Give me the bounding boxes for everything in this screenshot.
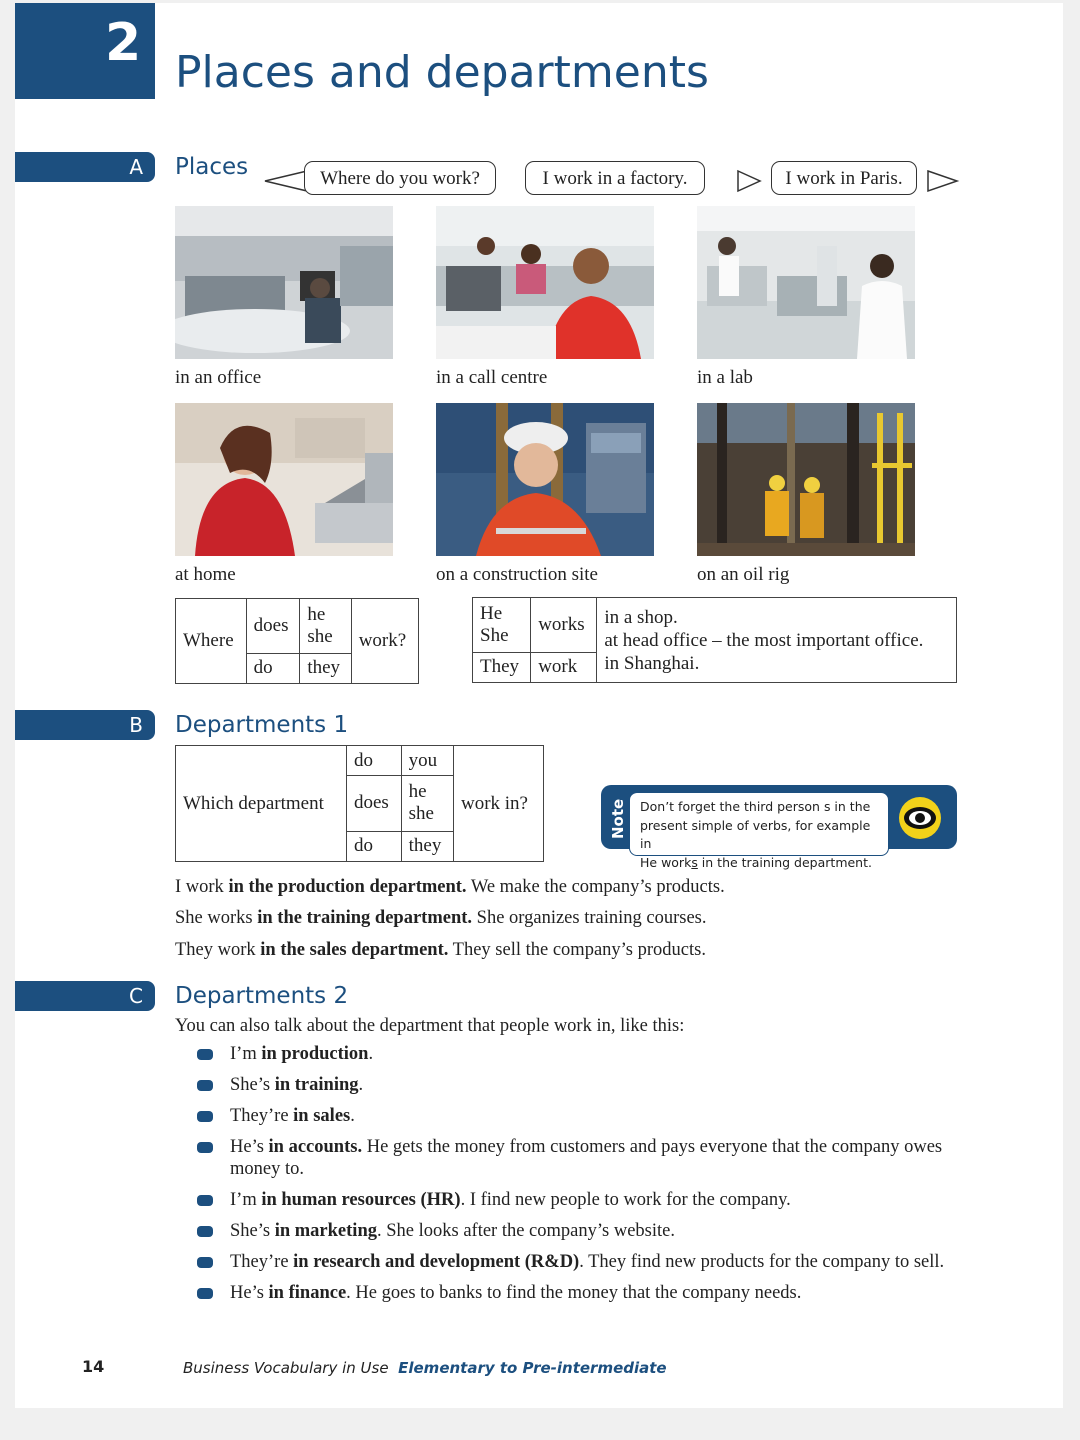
table-cell: do [346,831,401,861]
list-item: He’s in finance. He goes to banks to find the money that the company needs. [195,1282,955,1304]
table-cell: he she [300,599,351,654]
section-b-title: Departments 1 [175,712,349,738]
table-cell: He She [473,598,531,653]
photo-caption: at home [175,564,236,585]
table-cell: works [531,598,597,653]
list-item: I’m in production. [195,1043,955,1065]
page-title: Places and departments [175,47,709,98]
page-number: 14 [82,1357,105,1376]
photo-caption: on an oil rig [697,564,790,585]
list-item: She’s in marketing. She looks after the company’s website. [195,1220,955,1242]
construction-photo [436,403,654,556]
department-list [195,1043,955,1313]
table-cell: does [346,776,401,831]
speech-bubble: I work in a factory. [525,161,705,195]
eye-icon [897,795,943,841]
table-cell: they [300,653,351,683]
office-photo [175,206,393,359]
footer-book-title: Business Vocabulary in Use Elementary to Pre-intermediate [183,1359,667,1377]
where-question-table [175,598,419,684]
table-cell: they [401,831,453,861]
example-sentence: I work in the production department. We make the company’s products. [175,877,725,897]
which-department-table [175,745,544,862]
section-a-bar [15,152,155,182]
photo-caption: in a call centre [436,367,548,388]
table-cell: does [246,599,300,654]
table-cell: Where [176,599,247,684]
page [15,3,1063,1408]
table-cell: work in? [453,746,543,862]
table-cell: work? [351,599,418,684]
section-b-bar [15,710,155,740]
photo-caption: in an office [175,367,262,388]
table-cell: he she [401,776,453,831]
table-cell: you [401,746,453,776]
call-centre-photo [436,206,654,359]
list-item: I’m in human resources (HR). I find new people to work for the company. [195,1189,955,1211]
section-c-intro: You can also talk about the department that people work in, like this: [175,1016,685,1036]
table-cell: work [531,652,597,682]
photo-caption: on a construction site [436,564,598,585]
list-item: They’re in research and development (R&D). They find new products for the company to sell. [195,1251,955,1273]
works-answer-table [472,597,957,683]
photo-caption: in a lab [697,367,753,388]
note-box [601,785,957,870]
table-cell: do [246,653,300,683]
section-c-bar [15,981,155,1011]
section-c-title: Departments 2 [175,983,349,1009]
oil-rig-photo [697,403,915,556]
section-a-letter: A [129,155,143,179]
section-c-letter: C [129,984,143,1008]
unit-number-block [15,3,155,99]
note-text: Don’t forget the third person s in the present simple of verbs, for example in He works in the training department. [629,792,889,856]
list-item: They’re in sales. [195,1105,955,1127]
home-photo [175,403,393,556]
unit-number: 2 [105,13,142,73]
speech-bubble: Where do you work? [304,161,496,195]
table-cell: do [346,746,401,776]
table-cell: in a shop. at head office – the most important office. in Shanghai. [597,598,957,683]
list-item: She’s in training. [195,1074,955,1096]
section-a-title: Places [175,154,249,180]
table-cell: They [473,652,531,682]
section-b-letter: B [129,713,143,737]
note-label: Note [609,798,627,839]
list-item: He’s in accounts. He gets the money from customers and pays everyone that the company owes money to. [195,1136,955,1180]
example-sentence: They work in the sales department. They sell the company’s products. [175,940,706,960]
example-sentence: She works in the training department. She organizes training courses. [175,908,707,928]
lab-photo [697,206,915,359]
speech-bubble: I work in Paris. [771,161,917,195]
table-cell: Which department [176,746,347,862]
